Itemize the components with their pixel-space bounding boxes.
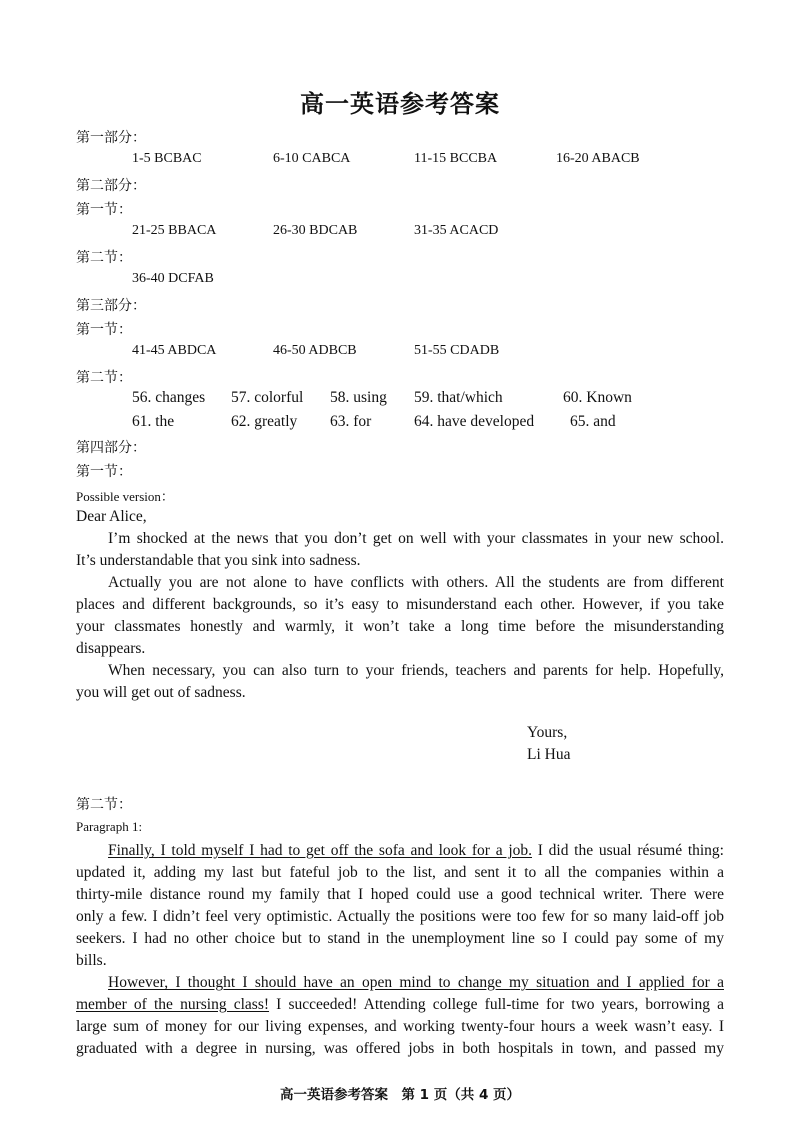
text-line: Actually you are not alone to have conflicts with others. All the students are from different <box>108 574 724 591</box>
blank-63: 63. for <box>330 413 372 430</box>
text-line: places and different backgrounds, so it’s easy to misunderstand each other. However, if you take <box>76 596 724 613</box>
part3-section1-label: 第一节： <box>76 322 132 338</box>
text-line <box>76 840 724 862</box>
part2-s1-answer-3: 31-35 ACACD <box>414 223 499 238</box>
part3-s1-answer-1: 41-45 ABDCA <box>132 343 217 358</box>
part2-s1-answer-1: 21-25 BBACA <box>132 223 217 238</box>
letter-closing: Yours, <box>527 724 568 741</box>
text-line: bills. <box>76 952 107 969</box>
part2-label: 第二部分： <box>76 178 146 194</box>
greeting-line: Dear Alice, <box>76 508 147 525</box>
letter-signature: Li Hua <box>527 746 571 763</box>
blank-56: 56. changes <box>132 389 206 406</box>
part3-label: 第三部分： <box>76 298 146 314</box>
text-line: graduated with a degree in nursing, was offered jobs in both hospitals in town, and passed my <box>76 1040 724 1057</box>
part1-answer-2: 6-10 CABCA <box>273 151 351 166</box>
text-line: thirty-mile distance round my family that I hoped could use a good technical writer. There were <box>76 886 724 903</box>
page-title: 高一英语参考答案 <box>300 89 500 118</box>
part1-answer-3: 11-15 BCCBA <box>414 151 498 166</box>
part3-section2-label: 第二节： <box>76 370 132 386</box>
underlined-sentence: However, I thought I should have an open mind to change my situation and I applied for a <box>108 974 724 991</box>
part4-section1-label: 第一节： <box>76 464 132 480</box>
continuation-paragraph-b <box>76 972 724 1060</box>
part4-label: 第四部分： <box>76 440 146 456</box>
text-line: When necessary, you can also turn to your friends, teachers and parents for help. Hopefully, <box>108 662 724 679</box>
part2-section2-label: 第二节： <box>76 250 132 266</box>
part2-s1-answer-2: 26-30 BDCAB <box>273 223 358 238</box>
text-line: updated it, adding my last but fateful job to the list, and sent it to all the companies within a <box>76 864 724 881</box>
blank-57: 57. colorful <box>231 389 304 406</box>
text-span: I succeeded! Attending college full-time for two years, borrowing a <box>269 996 724 1013</box>
blank-64: 64. have developed <box>414 413 535 430</box>
text-line: seekers. I had no other choice but to stand in the unemployment line so I could pay some of my <box>76 930 724 947</box>
text-line: It’s understandable that you sink into sadness. <box>76 552 361 569</box>
blank-65: 65. and <box>570 413 616 430</box>
text-line: disappears. <box>76 640 146 657</box>
part1-answer-4: 16-20 ABACB <box>556 151 640 166</box>
text-span: I did the usual résumé thing: <box>532 842 724 859</box>
page-footer: 高一英语参考答案 第 1 页（共 4 页） <box>279 1087 521 1103</box>
part3-s1-answer-3: 51-55 CDADB <box>414 343 500 358</box>
underlined-sentence: Finally, I told myself I had to get off the sofa and look for a job. <box>108 842 532 859</box>
possible-version-label: Possible version： <box>76 489 174 504</box>
text-line: you will get out of sadness. <box>76 684 246 701</box>
text-line: your classmates honestly and warmly, it won’t take a long time before the misunderstanding <box>76 618 724 635</box>
part3-s1-answer-2: 46-50 ADBCB <box>273 343 357 358</box>
continuation-paragraph-a <box>76 840 724 972</box>
letter-paragraph-3 <box>76 660 724 704</box>
text-line <box>76 994 724 1016</box>
underlined-sentence: member of the nursing class! <box>76 996 270 1013</box>
part1-answer-1: 1-5 BCBAC <box>132 151 202 166</box>
blank-59: 59. that/which <box>414 389 503 406</box>
letter-paragraph-1 <box>76 528 724 572</box>
paragraph-1-label: Paragraph 1: <box>76 819 143 834</box>
blank-60: 60. Known <box>563 389 632 406</box>
part1-label: 第一部分： <box>76 130 146 146</box>
text-line: large sum of money for our living expenses, and working twenty-four hours a week wasn’t easy. I <box>76 1018 724 1035</box>
letter-greeting <box>76 506 724 528</box>
text-line: only a few. I didn’t feel very optimistic. Actually the positions were too few for so many laid-off job <box>76 908 724 925</box>
part2-section1-label: 第一节： <box>76 202 132 218</box>
part4-section2-label: 第二节： <box>76 797 132 813</box>
blank-62: 62. greatly <box>231 413 298 430</box>
text-line: I’m shocked at the news that you don’t get on well with your classmates in your new school. <box>108 530 724 547</box>
part2-s2-answer-1: 36-40 DCFAB <box>132 271 214 286</box>
blank-61: 61. the <box>132 413 175 430</box>
letter-paragraph-2 <box>76 572 724 660</box>
blank-58: 58. using <box>330 389 387 406</box>
text-line <box>76 972 724 994</box>
